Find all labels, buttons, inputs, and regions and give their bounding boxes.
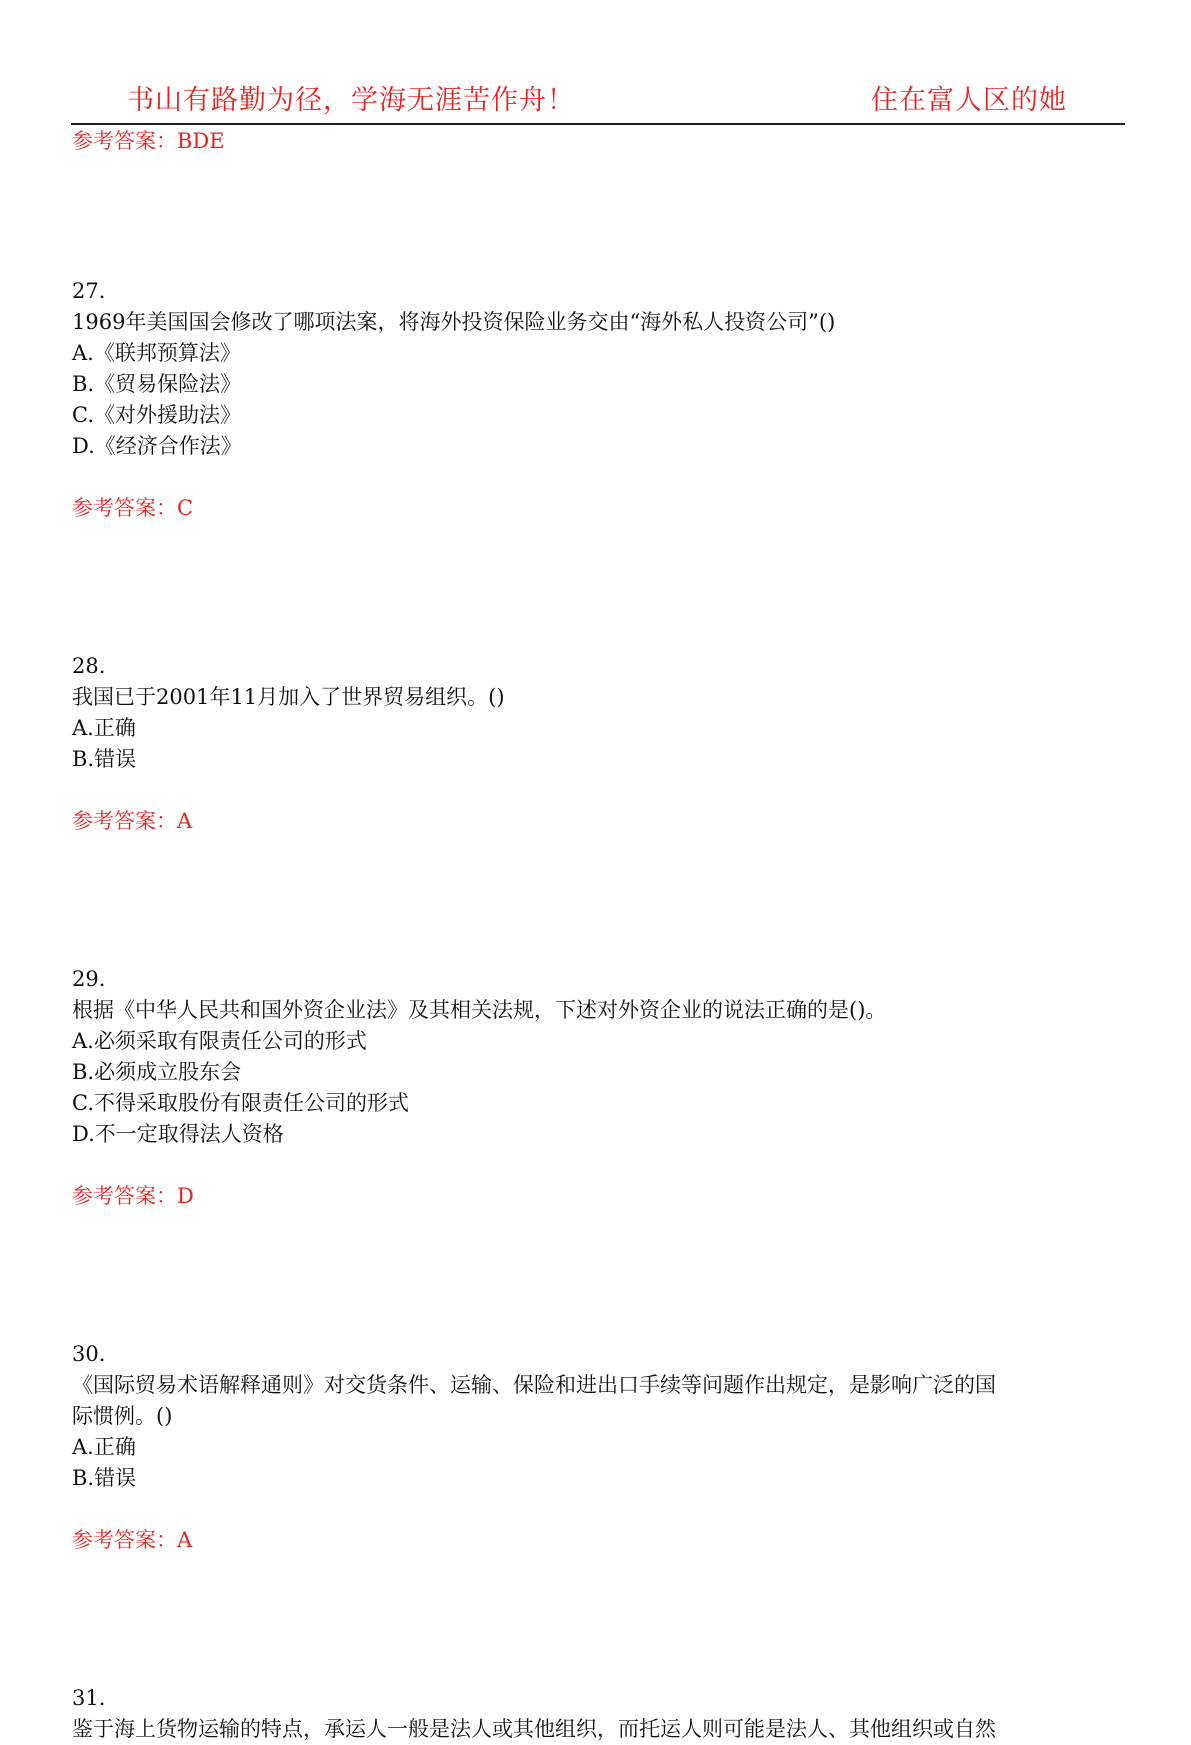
option-c: C.不得采取股份有限责任公司的形式 — [72, 1091, 409, 1115]
question-number: 27. — [72, 279, 106, 303]
option-a: A.必须采取有限责任公司的形式 — [72, 1029, 367, 1053]
option-b: B.错误 — [72, 747, 137, 771]
question-text: 根据《中华人民共和国外资企业法》及其相关法规，下述对外资企业的说法正确的是()。 — [72, 998, 887, 1022]
option-b: B.必须成立股东会 — [72, 1060, 242, 1084]
question-number: 29. — [72, 967, 106, 991]
option-d: D.《经济合作法》 — [72, 434, 242, 458]
answer-26: 参考答案：BDE — [72, 129, 225, 153]
option-a: A.正确 — [72, 1435, 136, 1459]
question-text: 1969年美国国会修改了哪项法案，将海外投资保险业务交由“海外私人投资公司”() — [72, 310, 836, 334]
option-c: C.《对外援助法》 — [72, 403, 241, 427]
question-text-line-1: 《国际贸易术语解释通则》对交货条件、运输、保险和进出口手续等问题作出规定，是影响广泛的国 — [72, 1373, 996, 1397]
header-motto: 书山有路勤为径，学海无涯苦作舟！ — [127, 85, 575, 116]
answer-29: 参考答案：D — [72, 1184, 194, 1208]
document-body — [72, 126, 1126, 1745]
header-author: 住在富人区的她 — [871, 85, 1067, 116]
question-29 — [72, 964, 1126, 1212]
question-27 — [72, 276, 1126, 524]
answer-28: 参考答案：A — [72, 809, 193, 833]
question-30 — [72, 1339, 1126, 1556]
question-number: 28. — [72, 654, 106, 678]
page-header — [0, 0, 1191, 130]
question-number: 31. — [72, 1686, 106, 1710]
header-divider — [71, 123, 1125, 125]
answer-27: 参考答案：C — [72, 496, 194, 520]
question-text-line-2: 际惯例。() — [72, 1404, 173, 1428]
question-28 — [72, 651, 1126, 837]
question-text: 我国已于2001年11月加入了世界贸易组织。() — [72, 685, 505, 709]
question-text: 鉴于海上货物运输的特点，承运人一般是法人或其他组织，而托运人则可能是法人、其他组织或自然 — [72, 1717, 996, 1741]
option-d: D.不一定取得法人资格 — [72, 1122, 284, 1146]
option-b: B.《贸易保险法》 — [72, 372, 242, 396]
option-b: B.错误 — [72, 1466, 137, 1490]
option-a: A.《联邦预算法》 — [72, 341, 241, 365]
answer-30: 参考答案：A — [72, 1528, 193, 1552]
question-number: 30. — [72, 1342, 106, 1366]
option-a: A.正确 — [72, 716, 136, 740]
question-31 — [72, 1683, 1126, 1745]
